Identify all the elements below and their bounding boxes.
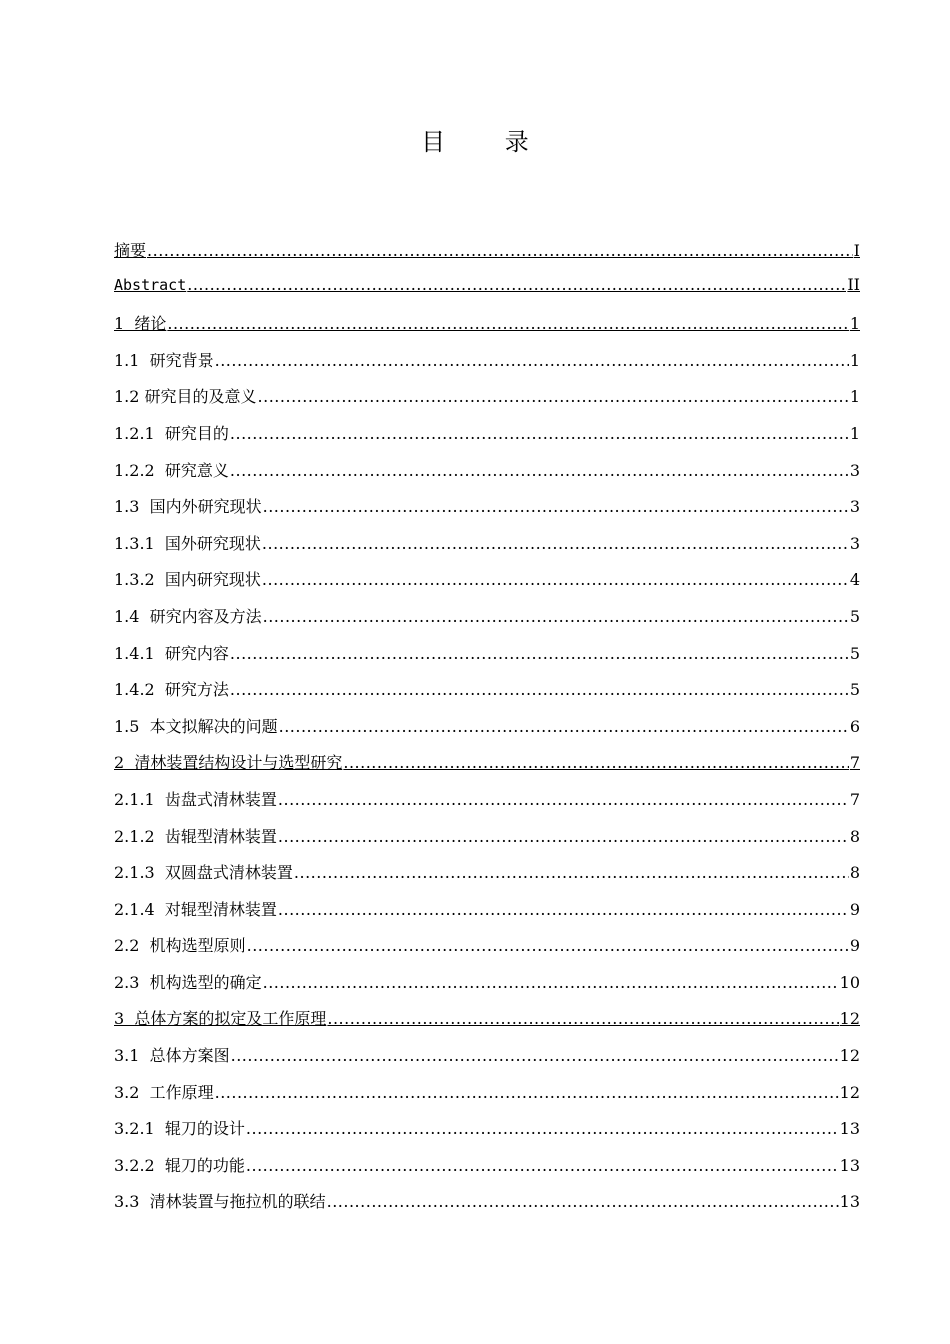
toc-entry-label: 1.3.2 国内研究现状: [114, 570, 261, 590]
toc-entry[interactable]: [114, 238, 860, 275]
toc-leader-dots: [263, 607, 849, 626]
toc-leader-dots: [262, 534, 849, 553]
toc-entry-label: 1 绪论: [114, 314, 167, 334]
toc-entry[interactable]: [114, 970, 860, 1007]
toc-entry-label: 摘要: [114, 241, 147, 260]
toc-entry[interactable]: [114, 1043, 860, 1080]
toc-entry-page: 8: [849, 826, 860, 846]
toc-entry-label: 1.2.1 研究目的: [114, 423, 229, 443]
toc-entry-page: 5: [849, 680, 860, 700]
toc-entry-label: 3.2.1 辊刀的设计: [114, 1119, 245, 1139]
toc-leader-dots: [230, 680, 849, 699]
toc-entry-page: 5: [849, 606, 860, 626]
toc-entry-page: 12: [839, 1046, 860, 1066]
toc-entry-page: 1: [849, 314, 860, 334]
page-title: 目 录: [421, 128, 555, 156]
toc-entry-label: 3.3 清林装置与拖拉机的联结: [114, 1192, 326, 1212]
toc-entry[interactable]: [114, 384, 860, 421]
toc-leader-dots: [230, 644, 849, 663]
toc-leader-dots: [147, 241, 853, 260]
toc-leader-dots: [263, 497, 849, 516]
toc-entry-label: 1.2.2 研究意义: [114, 460, 229, 480]
toc-entry-label: 1.4 研究内容及方法: [114, 606, 262, 626]
toc-entry[interactable]: [114, 531, 860, 568]
toc-entry-page: 12: [839, 1082, 860, 1102]
toc-entry-label: 1.4.1 研究内容: [114, 643, 229, 663]
toc-entry[interactable]: [114, 1189, 860, 1226]
toc-leader-dots: [167, 314, 848, 333]
toc-leader-dots: [187, 275, 846, 294]
toc-entry-label: 2.1.2 齿辊型清林装置: [114, 826, 277, 846]
toc-entry[interactable]: [114, 897, 860, 934]
toc-entry[interactable]: [114, 787, 860, 824]
toc-entry[interactable]: [114, 458, 860, 495]
toc-entry-label: 3.2 工作原理: [114, 1082, 214, 1102]
toc-entry-label: 3.2.2 辊刀的功能: [114, 1155, 245, 1175]
toc-entry-page: 9: [849, 936, 860, 956]
toc-entry-page: 9: [849, 899, 860, 919]
toc-leader-dots: [262, 570, 849, 589]
toc-entry-label: 2.1.1 齿盘式清林装置: [114, 789, 277, 809]
toc-entry[interactable]: [114, 1080, 860, 1117]
toc-entry-page: 12: [839, 1009, 860, 1029]
toc-leader-dots: [278, 827, 849, 846]
table-of-contents: [114, 238, 860, 1226]
toc-entry-label: 1.3.1 国外研究现状: [114, 533, 261, 553]
toc-entry-page: 4: [849, 570, 860, 590]
toc-entry-label: 3.1 总体方案图: [114, 1046, 230, 1066]
toc-entry-label: 2 清林装置结构设计与选型研究: [114, 753, 343, 773]
toc-leader-dots: [327, 1009, 838, 1028]
toc-entry-label: 2.1.4 对辊型清林装置: [114, 899, 277, 919]
toc-leader-dots: [278, 790, 849, 809]
toc-leader-dots: [294, 863, 849, 882]
toc-entry[interactable]: [114, 348, 860, 385]
toc-entry-label: 1.1 研究背景: [114, 350, 214, 370]
toc-entry[interactable]: [114, 714, 860, 751]
toc-entry[interactable]: [114, 824, 860, 861]
toc-entry-page: 6: [849, 716, 860, 736]
toc-entry-label: 1.2 研究目的及意义: [114, 387, 257, 407]
toc-leader-dots: [215, 351, 849, 370]
toc-entry-page: 1: [849, 350, 860, 370]
toc-entry-page: 3: [849, 460, 860, 480]
toc-entry[interactable]: [114, 567, 860, 604]
toc-leader-dots: [327, 1192, 839, 1211]
toc-entry[interactable]: [114, 860, 860, 897]
toc-leader-dots: [230, 461, 849, 480]
toc-entry-page: 13: [839, 1119, 860, 1139]
toc-entry-label: 1.3 国内外研究现状: [114, 497, 262, 517]
toc-entry-page: I: [853, 241, 860, 260]
toc-entry-page: 13: [839, 1155, 860, 1175]
toc-entry-label: 1.5 本文拟解决的问题: [114, 716, 278, 736]
toc-entry[interactable]: [114, 311, 860, 348]
toc-entry[interactable]: [114, 750, 860, 787]
toc-leader-dots: [343, 753, 848, 772]
toc-entry-label: 3 总体方案的拟定及工作原理: [114, 1009, 327, 1029]
toc-leader-dots: [279, 717, 849, 736]
toc-entry[interactable]: [114, 421, 860, 458]
toc-entry-label: Abstract: [114, 275, 187, 294]
toc-entry[interactable]: [114, 1006, 860, 1043]
toc-entry-page: II: [847, 274, 860, 294]
toc-entry-page: 13: [839, 1192, 860, 1212]
toc-entry-page: 7: [849, 753, 860, 773]
toc-leader-dots: [246, 1119, 839, 1138]
toc-entry-label: 2.1.3 双圆盘式清林装置: [114, 863, 293, 883]
toc-leader-dots: [215, 1083, 839, 1102]
toc-entry[interactable]: [114, 1153, 860, 1190]
toc-entry[interactable]: [114, 494, 860, 531]
toc-entry[interactable]: [114, 275, 860, 312]
toc-leader-dots: [258, 387, 849, 406]
toc-entry[interactable]: [114, 641, 860, 678]
toc-entry-page: 5: [849, 643, 860, 663]
toc-entry-page: 3: [849, 497, 860, 517]
toc-entry-page: 1: [849, 423, 860, 443]
toc-entry-page: 8: [849, 863, 860, 883]
toc-leader-dots: [247, 936, 849, 955]
toc-leader-dots: [246, 1156, 839, 1175]
toc-leader-dots: [278, 900, 849, 919]
toc-entry-page: 3: [849, 533, 860, 553]
toc-entry-page: 1: [849, 387, 860, 407]
toc-leader-dots: [230, 424, 849, 443]
toc-entry[interactable]: [114, 677, 860, 714]
toc-entry[interactable]: [114, 933, 860, 970]
toc-entry-page: 7: [849, 789, 860, 809]
toc-leader-dots: [231, 1046, 839, 1065]
toc-entry[interactable]: [114, 604, 860, 641]
toc-entry-label: 2.3 机构选型的确定: [114, 972, 262, 992]
toc-entry-label: 1.4.2 研究方法: [114, 680, 229, 700]
toc-entry-label: 2.2 机构选型原则: [114, 936, 246, 956]
toc-entry[interactable]: [114, 1116, 860, 1153]
toc-entry-page: 10: [839, 972, 860, 992]
toc-leader-dots: [263, 973, 839, 992]
